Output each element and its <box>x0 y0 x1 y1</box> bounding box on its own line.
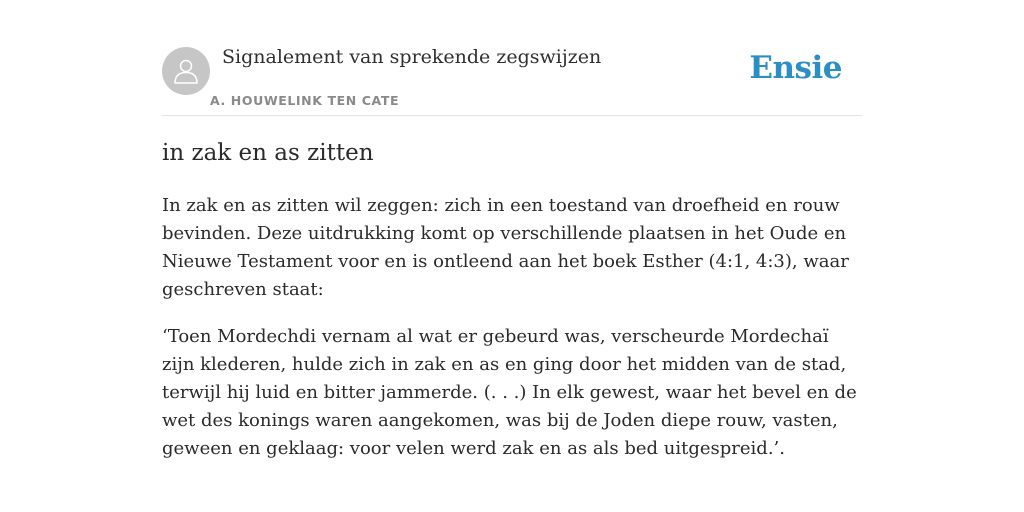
entry-title: in zak en as zitten <box>162 140 374 166</box>
entry-paragraph: In zak en as zitten wil zeggen: zich in een toestand van droefheid en rouw bevinden. Deze uitdrukking komt op verschillende plaatsen in het Oude en Nieuwe Testament voor en is ontleend aan het boek Esther (4:1, 4:3), waar geschreven staat: <box>162 195 849 300</box>
entry-quote-paragraph: ‘Toen Mordechdi vernam al wat er gebeurd was, verscheurde Mordechaï zijn klederen, hulde zich in zak en as en ging door het midden van de stad, terwijl hij luid en bitter jammerde. (. . .) In elk gewest, waar het bevel en de wet des konings waren aangekomen, was bij de Joden diepe rouw, vasten, geween en geklaag: voor velen werd zak en as als bed uitgespreid.’. <box>162 326 857 459</box>
user-silhouette-icon <box>171 56 201 86</box>
entry-page <box>162 0 862 459</box>
author-name-link[interactable]: A. HOUWELINK TEN CATE <box>210 93 400 108</box>
ensie-logo[interactable]: Ensie <box>749 50 842 86</box>
author-avatar[interactable] <box>162 47 210 95</box>
entry-header <box>162 0 862 116</box>
book-title-link[interactable]: Signalement van sprekende zegswijzen <box>222 46 602 68</box>
